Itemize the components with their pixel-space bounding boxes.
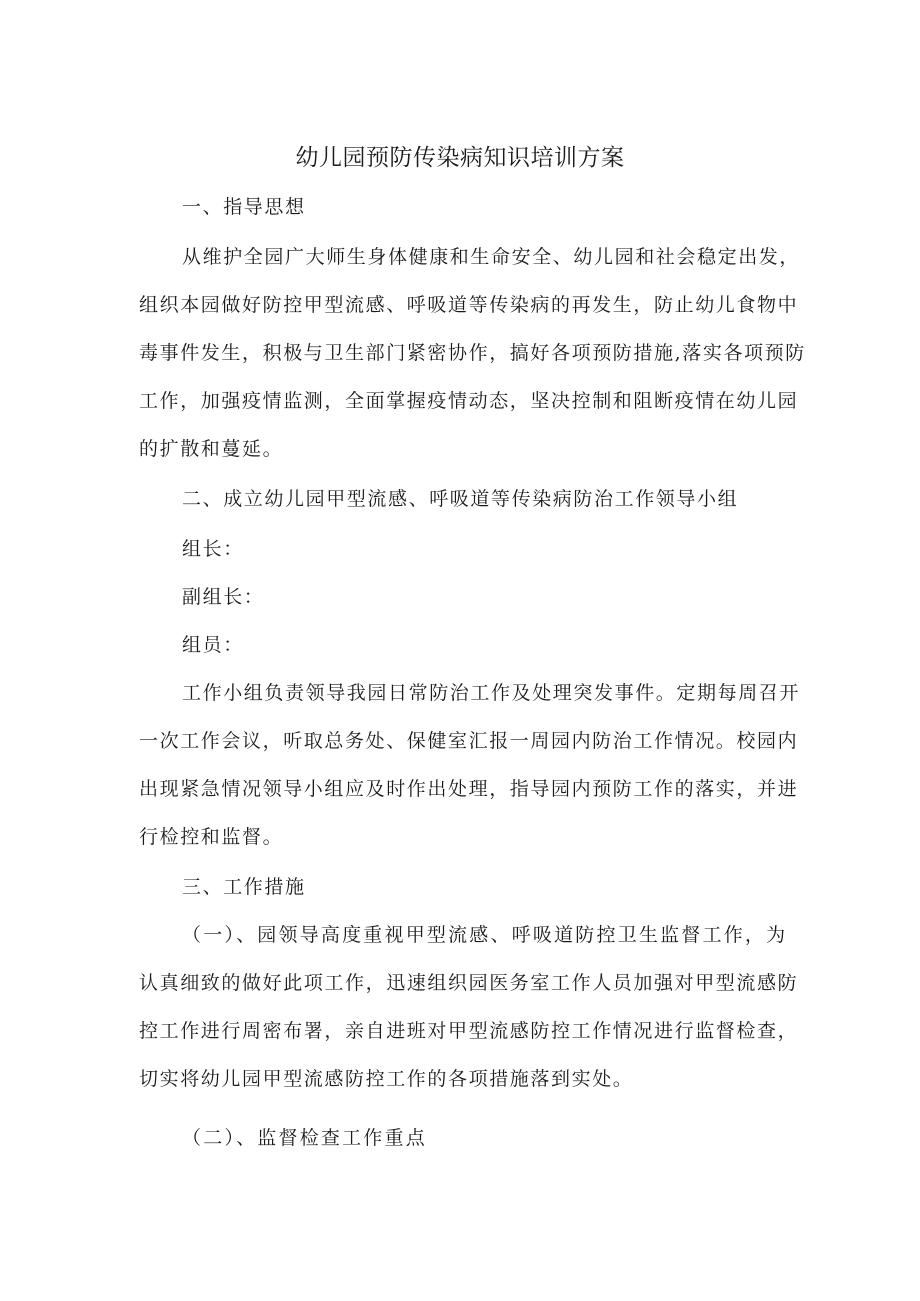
paragraph-line: 切实将幼儿园甲型流感防控工作的各项措施落到实处。 <box>139 1068 634 1090</box>
section-heading-3: 三、工作措施 <box>182 876 306 898</box>
subsection-heading: （二）、监督检查工作重点 <box>182 1127 427 1149</box>
paragraph-line: 毒事件发生，积极与卫生部门紧密协作，搞好各项预防措施,落实各项预防 <box>139 342 806 364</box>
deputy-leader-label: 副组长： <box>182 586 265 608</box>
paragraph-line: 控工作进行周密布署，亲自进班对甲型流感防控工作情况进行监督检查， <box>139 1020 799 1042</box>
paragraph-line: （一）、园领导高度重视甲型流感、呼吸道防控卫生监督工作，为 <box>182 924 788 946</box>
paragraph-line: 出现紧急情况领导小组应及时作出处理，指导园内预防工作的落实，并进 <box>139 778 799 800</box>
document-title: 幼儿园预防传染病知识培训方案 <box>295 145 625 171</box>
paragraph-line: 工作，加强疫情监测，全面掌握疫情动态，坚决控制和阻断疫情在幼儿园 <box>139 390 799 412</box>
paragraph-line: 工作小组负责领导我园日常防治工作及处理突发事件。定期每周召开 <box>182 682 801 704</box>
paragraph-line: 一次工作会议，听取总务处、保健室汇报一周园内防治工作情况。校园内 <box>139 730 799 752</box>
members-label: 组员： <box>182 634 244 656</box>
paragraph-line: 行检控和监督。 <box>139 826 284 848</box>
paragraph-line: 认真细致的做好此项工作，迅速组织园医务室工作人员加强对甲型流感防 <box>139 972 799 994</box>
paragraph-line: 从维护全园广大师生身体健康和生命安全、幼儿园和社会稳定出发， <box>182 246 801 268</box>
section-heading-1: 一、指导思想 <box>182 196 306 218</box>
section-heading-2: 二、成立幼儿园甲型流感、呼吸道等传染病防治工作领导小组 <box>182 488 739 510</box>
paragraph-line: 组织本园做好防控甲型流感、呼吸道等传染病的再发生，防止幼儿食物中 <box>139 294 799 316</box>
group-leader-label: 组长： <box>182 538 244 560</box>
paragraph-line: 的扩散和蔓延。 <box>139 438 284 460</box>
